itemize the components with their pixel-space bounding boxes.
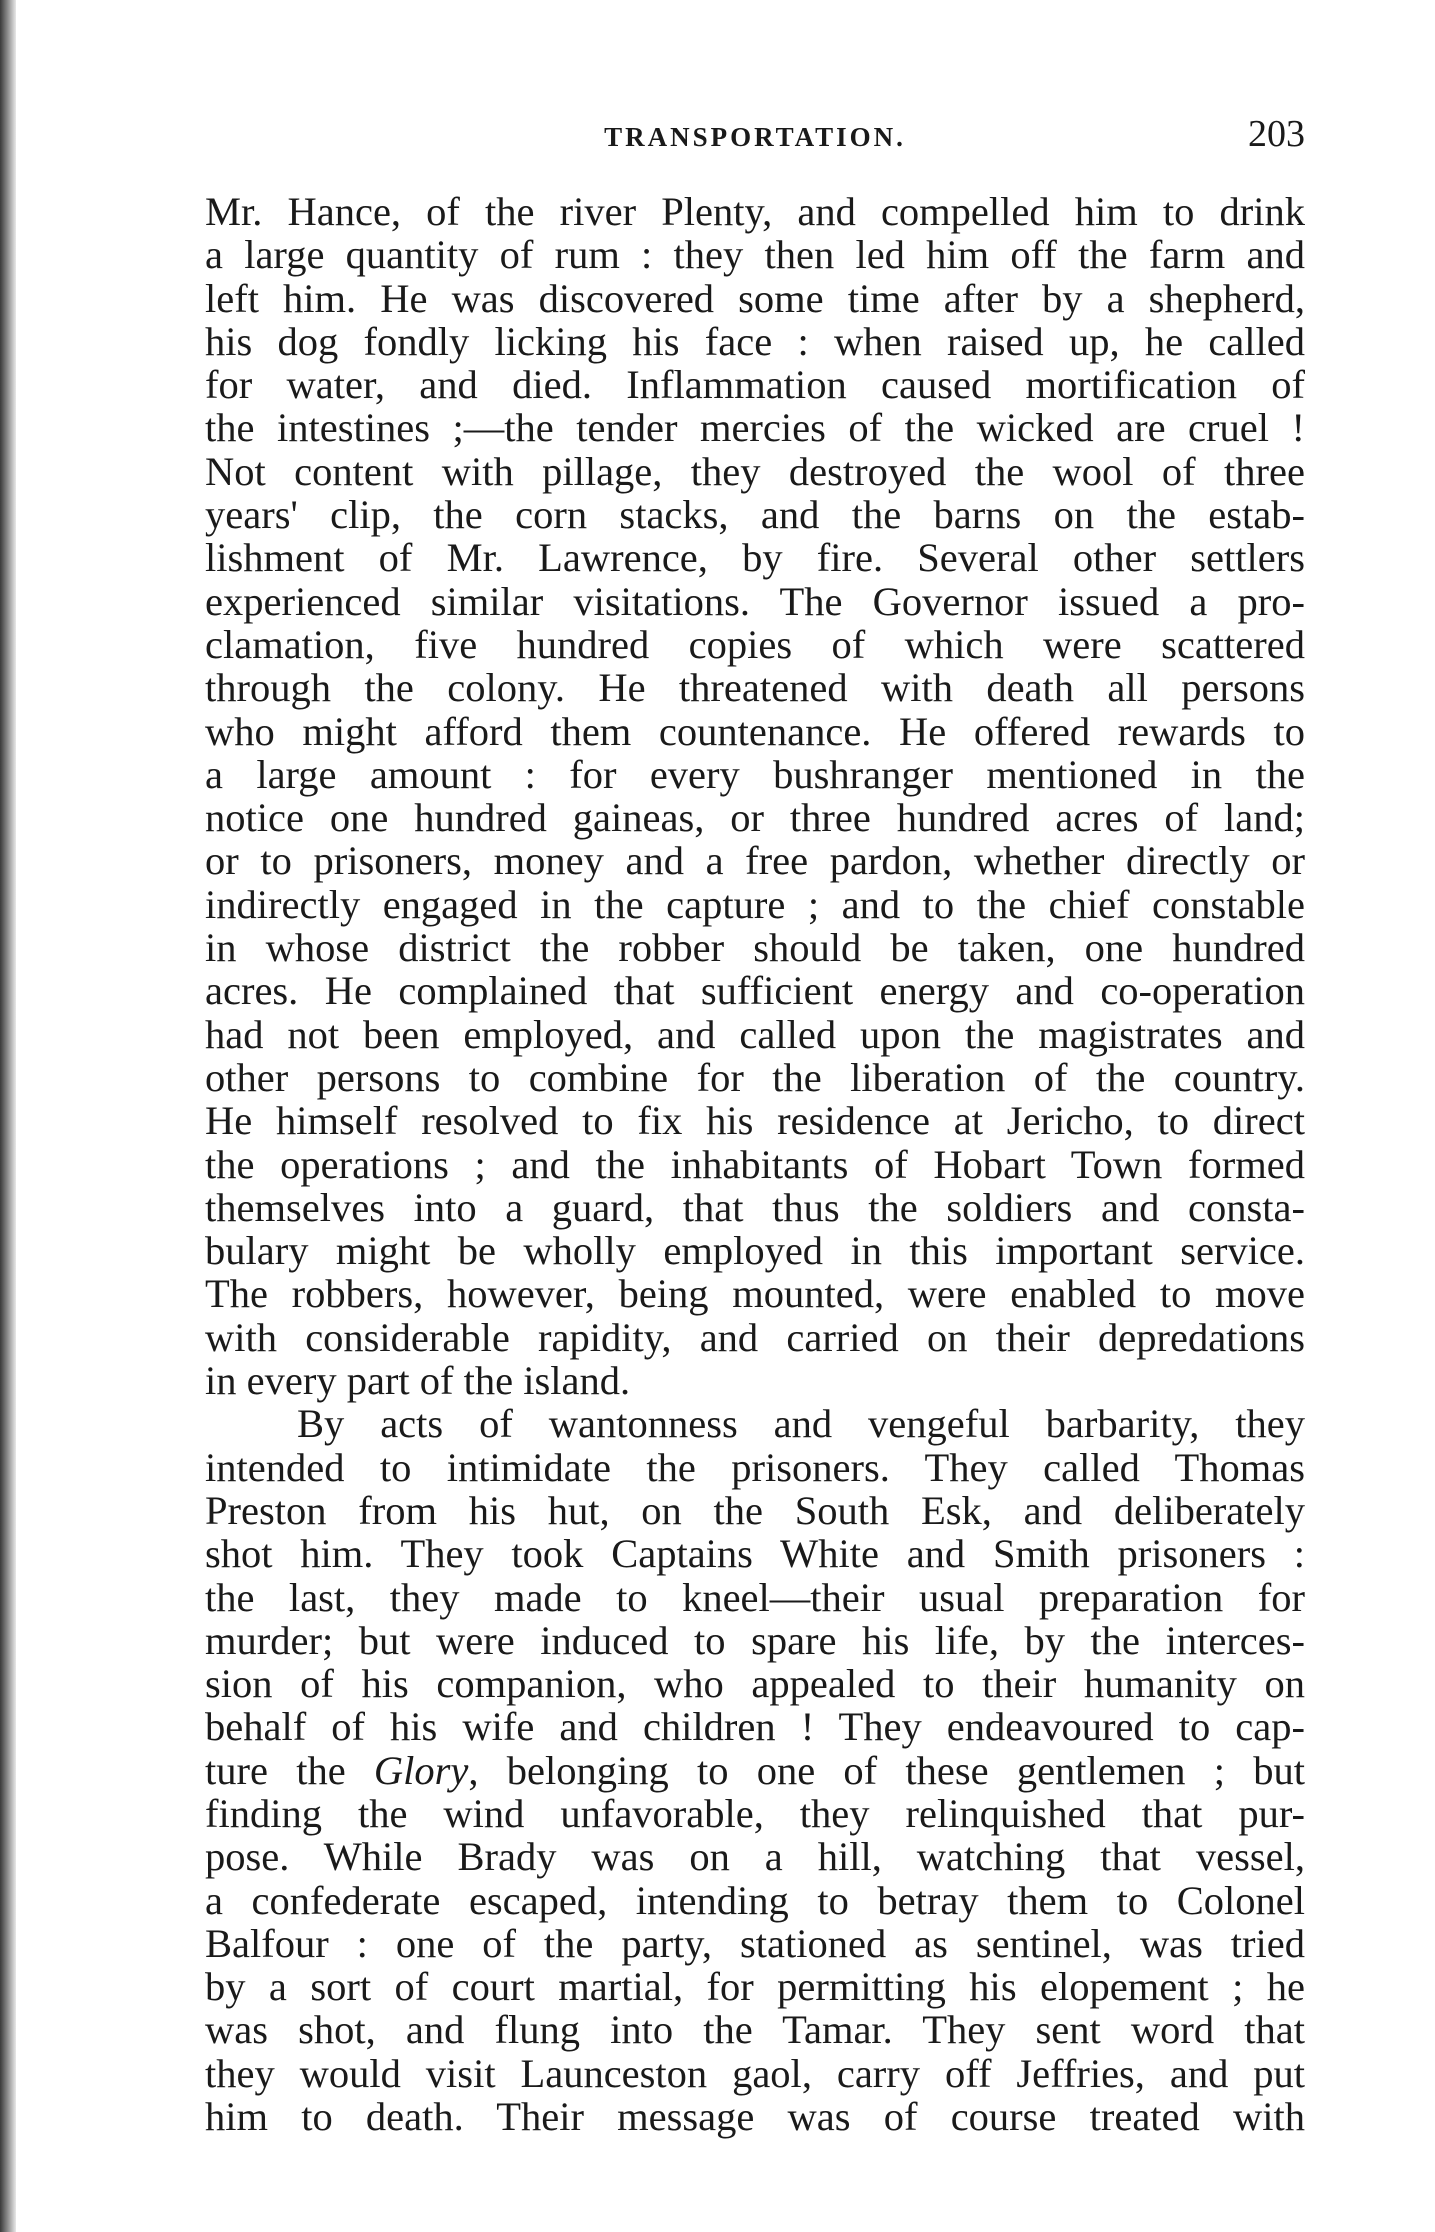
text-line: intended to intimidate the prisoners. They called Thomas (205, 1444, 1305, 1490)
text-line: a large amount : for every bushranger mentioned in the (205, 751, 1305, 797)
text-line: years' clip, the corn stacks, and the barns on the estab- (205, 492, 1305, 538)
text-line: the last, they made to kneel—their usual preparation for (205, 1574, 1305, 1620)
text-line: left him. He was discovered some time after by a shepherd, (205, 275, 1305, 321)
text-line: who might afford them countenance. He offered rewards to (205, 708, 1305, 754)
text-line-italic-glory: ture the Glory, belonging to one of these gentlemen ; but (205, 1747, 1305, 1793)
text-line: by a sort of court martial, for permitting his elopement ; he (205, 1964, 1305, 2010)
body-text (205, 190, 1305, 2138)
running-head: TRANSPORTATION. (604, 122, 906, 152)
text-line: they would visit Launceston gaol, carry off Jeffries, and put (205, 2050, 1305, 2096)
text-line: behalf of his wife and children ! They endeavoured to cap- (205, 1704, 1305, 1750)
text-line: the operations ; and the inhabitants of Hobart Town formed (205, 1141, 1305, 1187)
text-line: him to death. Their message was of course treated with (205, 2094, 1305, 2140)
text-line: pose. While Brady was on a hill, watching that vessel, (205, 1834, 1305, 1880)
text-line: in whose district the robber should be taken, one hundred (205, 925, 1305, 971)
page-header (205, 112, 1305, 162)
text-line: bulary might be wholly employed in this important service. (205, 1228, 1305, 1274)
binding-gutter (0, 0, 16, 2232)
text-line: with considerable rapidity, and carried on their depredations (205, 1314, 1305, 1360)
text-line: was shot, and flung into the Tamar. They sent word that (205, 2007, 1305, 2053)
text-line: in every part of the island. (205, 1358, 631, 1404)
text-line: Mr. Hance, of the river Plenty, and compelled him to drink (205, 189, 1305, 234)
text-line: shot him. They took Captains White and Smith prisoners : (205, 1531, 1305, 1577)
text-line: lishment of Mr. Lawrence, by fire. Several other settlers (205, 535, 1305, 581)
text-line: clamation, five hundred copies of which were scattered (205, 621, 1305, 667)
page-number: 203 (1248, 113, 1305, 155)
text-line: other persons to combine for the liberation of the country. (205, 1054, 1305, 1100)
paragraph-start-line: By acts of wantonness and vengeful barbarity, they (297, 1401, 1305, 1447)
text-line: or to prisoners, money and a free pardon, whether directly or (205, 838, 1305, 884)
text-line: sion of his companion, who appealed to their humanity on (205, 1661, 1305, 1707)
text-line: the intestines ;—the tender mercies of the wicked are cruel ! (205, 405, 1305, 451)
text-line: murder; but were induced to spare his life, by the interces- (205, 1617, 1305, 1663)
text-line: through the colony. He threatened with death all persons (205, 665, 1305, 711)
text-line: a confederate escaped, intending to betray them to Colonel (205, 1877, 1305, 1923)
text-line: finding the wind unfavorable, they relinquished that pur- (205, 1790, 1305, 1836)
text-line: He himself resolved to fix his residence at Jericho, to direct (205, 1098, 1305, 1144)
text-line: experienced similar visitations. The Governor issued a pro- (205, 578, 1305, 624)
text-line: his dog fondly licking his face : when raised up, he called (205, 318, 1305, 364)
text-line: indirectly engaged in the capture ; and to the chief constable (205, 881, 1305, 927)
text-line: acres. He complained that sufficient energy and co-operation (205, 968, 1305, 1014)
text-line: had not been employed, and called upon the magistrates and (205, 1011, 1305, 1057)
text-line: Preston from his hut, on the South Esk, and deliberately (205, 1487, 1305, 1533)
text-line: Balfour : one of the party, stationed as sentinel, was tried (205, 1920, 1305, 1966)
text-line: a large quantity of rum : they then led him off the farm and (205, 232, 1305, 278)
text-line: themselves into a guard, that thus the soldiers and consta- (205, 1184, 1305, 1230)
text-line: notice one hundred gaineas, or three hundred acres of land; (205, 795, 1305, 841)
text-line: The robbers, however, being mounted, were enabled to move (205, 1271, 1305, 1317)
ship-name-italic: Glory (373, 1747, 469, 1793)
text-line: for water, and died. Inflammation caused mortification of (205, 362, 1305, 408)
text-line: Not content with pillage, they destroyed the wool of three (205, 448, 1305, 494)
